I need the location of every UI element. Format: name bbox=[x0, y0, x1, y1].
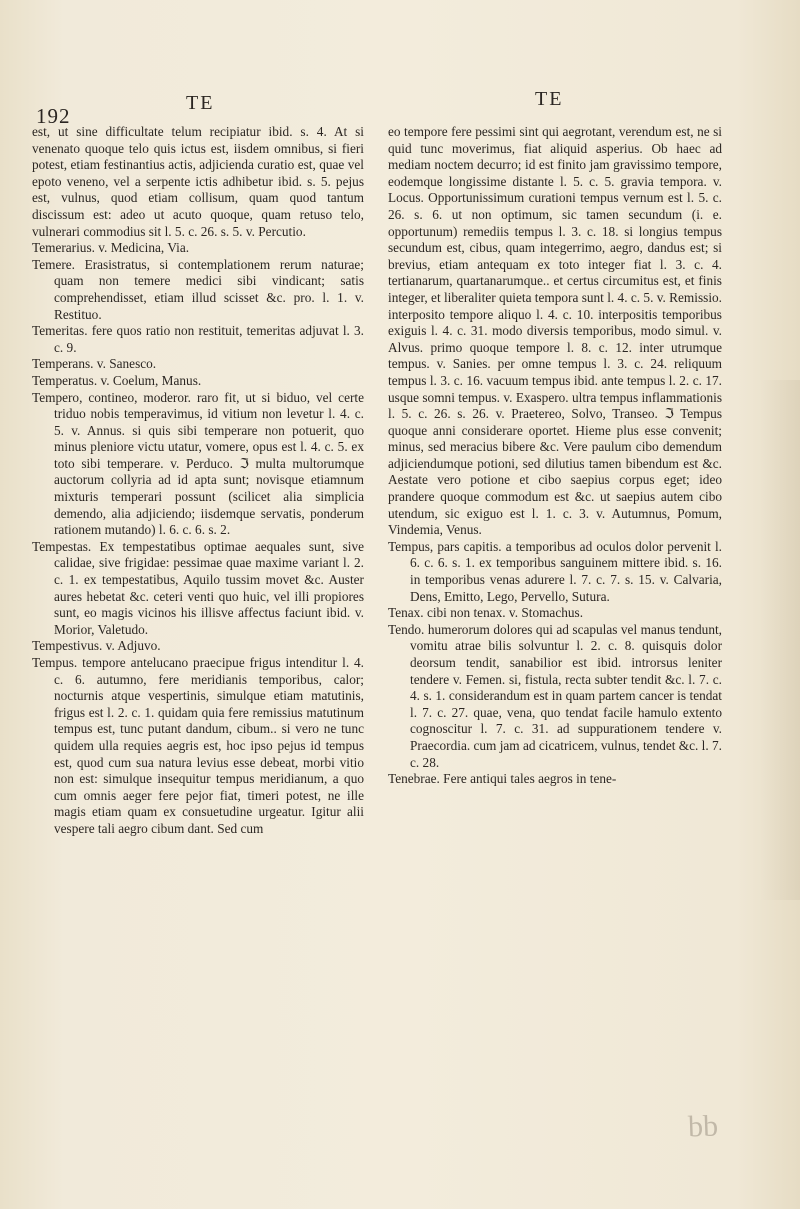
entry-temere: Temere. Erasistratus, si contemplationem rerum naturae; quam non temere medici sibi vindicant; satis comprehendisset, etiam illud scisset &c. pro. l. 1. v. Restituo. bbox=[32, 256, 364, 322]
entry-tempus: Tempus. tempore antelucano praecipue frigus intenditur l. 4. c. 6. autumno, fere meridianis temporibus, calor; nocturnis atque vespertinis, simulque etiam matutinis, frigus est l. 2. c. 1. quidam quia fere remissius matutinum tempus est, tunc putant dandum, cibum.. si vero ne tunc quidem ulla requies aegris est, hoc ipso pejus id tempus est, quod cum sua natura levius esse debeat, morbi vitio non est: simulque insequitur tempus meridianum, a quo cum omnis aeger fere pejor fiat, timeri potest, ne ille magis etiam quam ex consuetudine urgeatur. Igitur alii vespere tali aegro cibum dant. Sed cum bbox=[32, 655, 364, 836]
page-number: 192 bbox=[36, 104, 71, 128]
entry-temperatus: Temperatus. v. Coelum, Manus. bbox=[32, 372, 202, 388]
page-header bbox=[0, 88, 800, 128]
continuation-paragraph: est, ut sine difficultate telum recipiatur ibid. s. 4. At si venenato quoque telo quis ictus est, iisdem omnibus, si fieri potest, etiam festinantius actis, adjicienda curatio est, quae vel epoto veneno, vel a serpente ictis adhibetur ibid. s. 5. pejus est, vulnus, quod etiam collisum, quam quod tantum discissum est: adeo ut acuto quoque, quam retuso telo, vulnerari commodius sit l. 5. c. 26. s. 5. v. Percutio. bbox=[32, 124, 364, 239]
entry-tenebrae: Tenebrae. Fere antiqui tales aegros in tene- bbox=[388, 771, 617, 787]
continuation-paragraph: eo tempore fere pessimi sint qui aegrotant, verendum est, ne si quid tunc moverimus, fiat aliquid asperius. Ob haec ad mediam noctem decurro; id est finito jam gravissimo tempore, eodemque longissime distante l. 5. c. 5. gravia tempora. v. Locus. Opportunissimum curationi tempus vernum est l. 5. c. 26. s. 6. ut non optimum, sic tamen secundum (i. e. opportunum) remediis tempus l. 3. c. 18. si longius tempus secundum est, cibus, quam integerrimo, aegro, dandus est; si brevius, etiam antequam ex toto integer fiat l. 3. c. 4. tertianarum, quartanarumque.. et certus circumitus est, et finis integer, et liberaliter quieta tempora sunt l. 4. c. 5. v. Remissio. interposito tempore aliquo l. 4. c. 10. interpositis temporibus exiguis l. 4. c. 31. modo diversis temporibus, modo simul. v. Alvus. primo quoque tempore l. 8. c. 12. inter utrumque tempus. v. Sanies. per omne tempus l. 3. c. 24. reliquum tempus l. 3. c. 16. vacuum tempus ibid. ante tempus l. 2. c. 17. usque somni tempus. v. Exaspero. ultra tempus inflammationis l. 5. c. 26. s. 26. v. Praetereo, Solvo, Transeo. ℑ Tempus quoque anni considerare oportet. Hieme plus esse convenit; minus, sed meracius bibere &c. Vere paulum cibo demendum adjiciendumque potioni, sed dilutius tamen bibendum est &c. Aestate vero potione et cibo saepius corpus eget; ideo prandere quoque commodum est &c. ut saepius autem cibo utendum, sic exiguo est l. 1. c. 3. v. Autumnus, Pomum, Vindemia, Venus. bbox=[388, 124, 722, 538]
entry-tempus-pars-capitis: Tempus, pars capitis. a temporibus ad oculos dolor pervenit l. 6. c. 6. s. 1. ex temporibus sanguinem mittere ibid. s. 16. in temporibus venas adurere l. 7. c. 7. s. 15. v. Calvaria, Dens, Emitto, Lego, Pervello, Sutura. bbox=[388, 538, 722, 604]
running-head-left: TE bbox=[186, 92, 215, 114]
entry-tempestas: Tempestas. Ex tempestatibus optimae aequales sunt, sive calidae, sive frigidae: pessimae quae maxime variant l. 2. c. 1. ex tempestatibus, Aquilo tussim movet &c. Auster aures hebetat &c. ceteri venti quo huic, vel illi propiores sunt, eo magis vicinos his illisve affectus faciunt ibid. v. Morior, Valetudo. bbox=[32, 538, 364, 637]
entry-tempestivus: Tempestivus. v. Adjuvo. bbox=[32, 638, 161, 654]
left-column bbox=[32, 124, 364, 838]
entry-tendo: Tendo. humerorum dolores qui ad scapulas vel manus tendunt, vomitu atrae bilis solvuntur l. 2. c. 8. quisquis dolor deorsum tendit, sanabilior est ibid. introrsus leniter tendere v. Femen. si, fistula, recta subter tendit &c. l. 7. c. 4. s. 1. considerandum est in quam partem cancer is tendat l. 7. c. 27. quae, vena, quo tendat facile hamulo extento cognoscitur l. 7. c. 31. ad suppurationem tendere v. Praecordia. cum jam ad cicatricem, vulnus, tendet &c. l. 7. c. 28. bbox=[388, 621, 722, 770]
right-column bbox=[388, 124, 722, 788]
entry-temeritas: Temeritas. fere quos ratio non restituit, temeritas adjuvat l. 3. c. 9. bbox=[32, 323, 364, 355]
signature-mark: bb bbox=[687, 1109, 719, 1144]
entry-tenax: Tenax. cibi non tenax. v. Stomachus. bbox=[388, 605, 584, 621]
entry-temperans: Temperans. v. Sanesco. bbox=[32, 356, 157, 372]
entry-tempero: Tempero, contineo, moderor. raro fit, ut si biduo, vel certe triduo nobis temperavimus, id vitium non levetur l. 4. c. 5. v. Annus. si quis sibi temperare non potuerit, quo minus pleniore victu utatur, vomere, opus est l. 4. c. 5. ex toto sibi temperare. v. Perduco. ℑ multa multorumque auctorum collyria ad id apta sunt; novisque etiamnum mixturis temperari possunt (scilicet alia simplicia demendo, alia adjiciendo; iisdemque servatis, ponderum rationem mutando) l. 6. c. 6. s. 2. bbox=[32, 389, 364, 538]
running-head-right: TE bbox=[535, 88, 564, 110]
text-columns bbox=[32, 124, 722, 1124]
entry-temerarius: Temerarius. v. Medicina, Via. bbox=[32, 240, 190, 256]
page-shadow bbox=[760, 380, 800, 900]
